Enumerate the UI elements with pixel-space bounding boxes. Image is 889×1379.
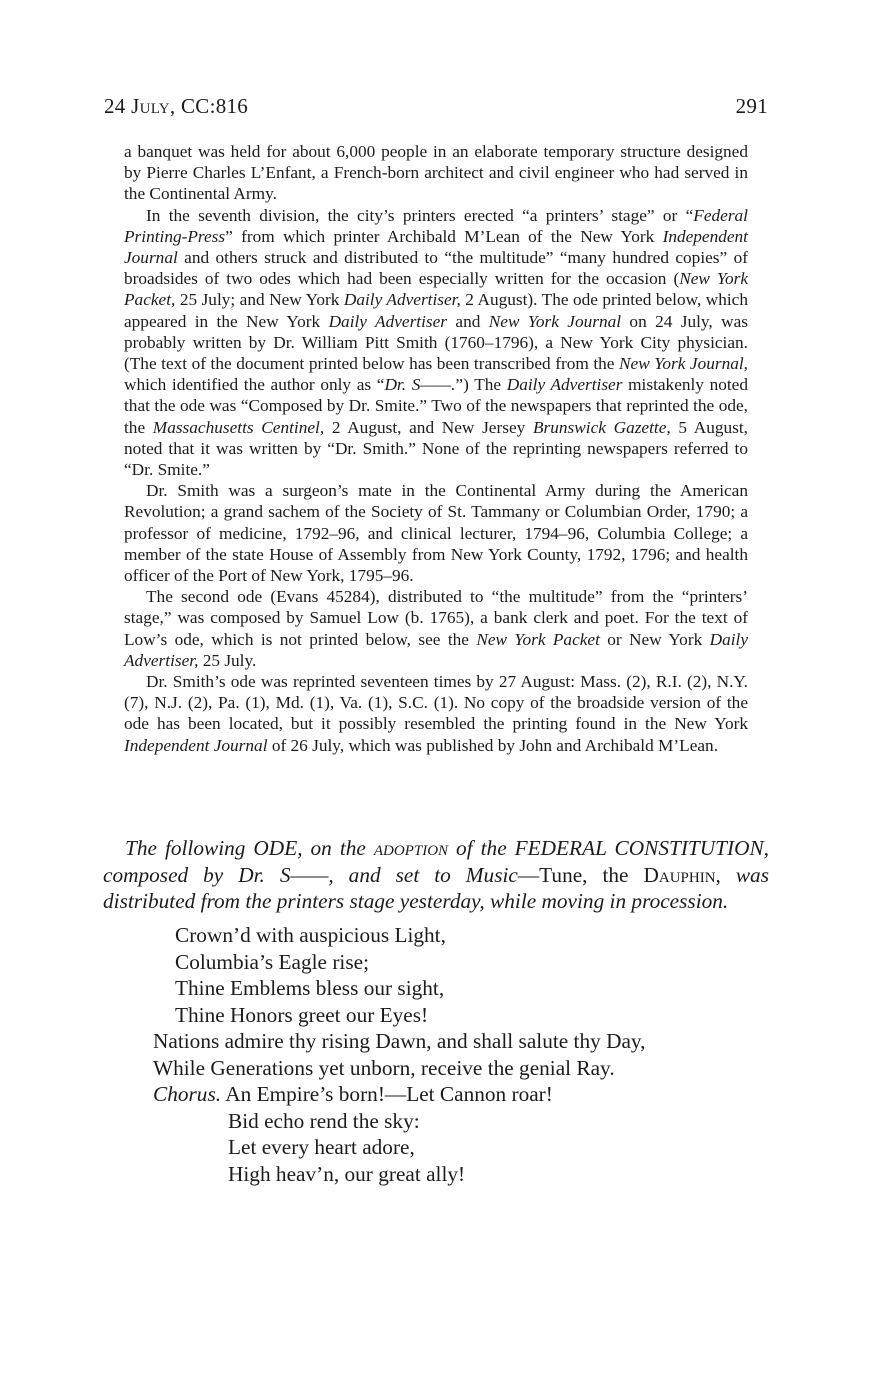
italic-title: Massachusetts Centinel,	[152, 417, 325, 437]
chorus-label: Chorus.	[153, 1082, 222, 1106]
ode-text	[153, 922, 773, 1187]
poem-line-5: Nations admire thy rising Dawn, and shall salute thy Day,	[153, 1029, 646, 1053]
italic-title: Federal Printing-Press	[124, 205, 748, 246]
editorial-note	[124, 141, 748, 756]
italic-title: New York Packet,	[124, 269, 749, 310]
paragraph-4: The second ode (Evans 45284), distributed to “the multitude” from the “printers’ stage,” was composed by Samuel Low (b. 1765), a bank clerk and poet. For the text of Low’s ode, which is not printed below, see the New York Packet or New York Daily Advertiser, 25 July.	[124, 587, 748, 670]
poem-line-6: While Generations yet unborn, receive the genial Ray.	[153, 1055, 615, 1080]
italic-title: Independent Journal	[124, 226, 748, 268]
ode-introduction: The following ODE, on the adoption of the FEDERAL CONSTITUTION, composed by Dr. S——, and set to Music—Tune, the Dauphin, was distributed from the printers stage yesterday, while moving in procession.	[103, 836, 769, 913]
header-month: July	[131, 94, 170, 118]
paragraph-5: Dr. Smith’s ode was reprinted seventeen times by 27 August: Mass. (2), R.I. (2), N.Y. (7), N.J. (2), Pa. (1), Md. (1), Va. (1), S.C. (1). No copy of the broadside version of the ode has been located, but it possibly resembled the printing found in the New York Independent Journal of 26 July, which was published by John and Archibald M’Lean.	[124, 672, 748, 755]
italic-title: New York Packet	[476, 629, 600, 649]
poem-line-4: Thine Honors greet our Eyes!	[175, 1002, 429, 1027]
italic-title: Daily Advertiser	[328, 311, 448, 331]
italic-title: New York Journal,	[619, 354, 748, 374]
poem-line-2: Columbia’s Eagle rise;	[175, 949, 370, 974]
italic-title: Daily Advertiser,	[343, 290, 461, 310]
dauphin-word: Dauphin,	[643, 862, 721, 887]
italic-title: Dr. S——.	[384, 375, 456, 395]
paragraph-3: Dr. Smith was a surgeon’s mate in the Continental Army during the American Revolution; a grand sachem of the Society of St. Tammany or Columbian Order, 1790; a professor of medicine, 1792–96, and clinical lecturer, 1794–96, Columbia College; a member of the state House of Assembly from New York County, 1792, 1796; and health officer of the Port of New York, 1795–96.	[124, 481, 748, 586]
paragraph-1: a banquet was held for about 6,000 people in an elaborate temporary structure designed by Pierre Charles L’Enfant, a French-born architect and civil engineer who had served in the Continental Army.	[124, 142, 748, 204]
italic-title: New York Journal	[488, 311, 622, 331]
poem-line-3: Thine Emblems bless our sight,	[175, 976, 445, 1000]
chorus-line-4: High heav’n, our great ally!	[228, 1161, 466, 1186]
paragraph-2: In the seventh division, the city’s printers erected “a printers’ stage” or “Federal Printing-Press” from which printer Archibald M’Lean of the New York Independent Journal and others struck and distributed to “the multitude” “many hundred copies” of broadsides of two odes which had been especially written for the occasion (New York Packet, 25 July; and New York Daily Advertiser, 2 August). The ode printed below, which appeared in the New York Daily Advertiser and New York Journal on 24 July, was probably written by Dr. William Pitt Smith (1760–1796), a New York City physician. (The text of the document printed below has been transcribed from the New York Journal, which identified the author only as “Dr. S——.”) The Daily Advertiser mistakenly noted that the ode was “Composed by Dr. Smite.” Two of the newspapers that reprinted the ode, the Massachusetts Centinel, 2 August, and New Jersey Brunswick Gazette, 5 August, noted that it was written by “Dr. Smith.” None of the reprinting newspapers referred to “Dr. Smite.”	[124, 205, 749, 480]
italic-title: Daily Advertiser,	[124, 629, 748, 670]
italic-title: Independent Journal	[124, 735, 268, 755]
adoption-word: adoption	[373, 836, 449, 860]
running-head-left: 24 July, CC:816	[104, 94, 249, 118]
page-number: 291	[735, 94, 768, 118]
italic-title: Brunswick Gazette,	[532, 417, 671, 437]
chorus-line-3: Let every heart adore,	[228, 1135, 415, 1159]
running-header	[104, 94, 768, 124]
italic-title: Daily Advertiser	[506, 375, 623, 395]
chorus-line-2: Bid echo rend the sky:	[228, 1108, 420, 1133]
poem-line-1: Crown’d with auspicious Light,	[175, 923, 446, 947]
chorus-line-1: Chorus. An Empire’s born!—Let Cannon roar!	[153, 1082, 553, 1106]
